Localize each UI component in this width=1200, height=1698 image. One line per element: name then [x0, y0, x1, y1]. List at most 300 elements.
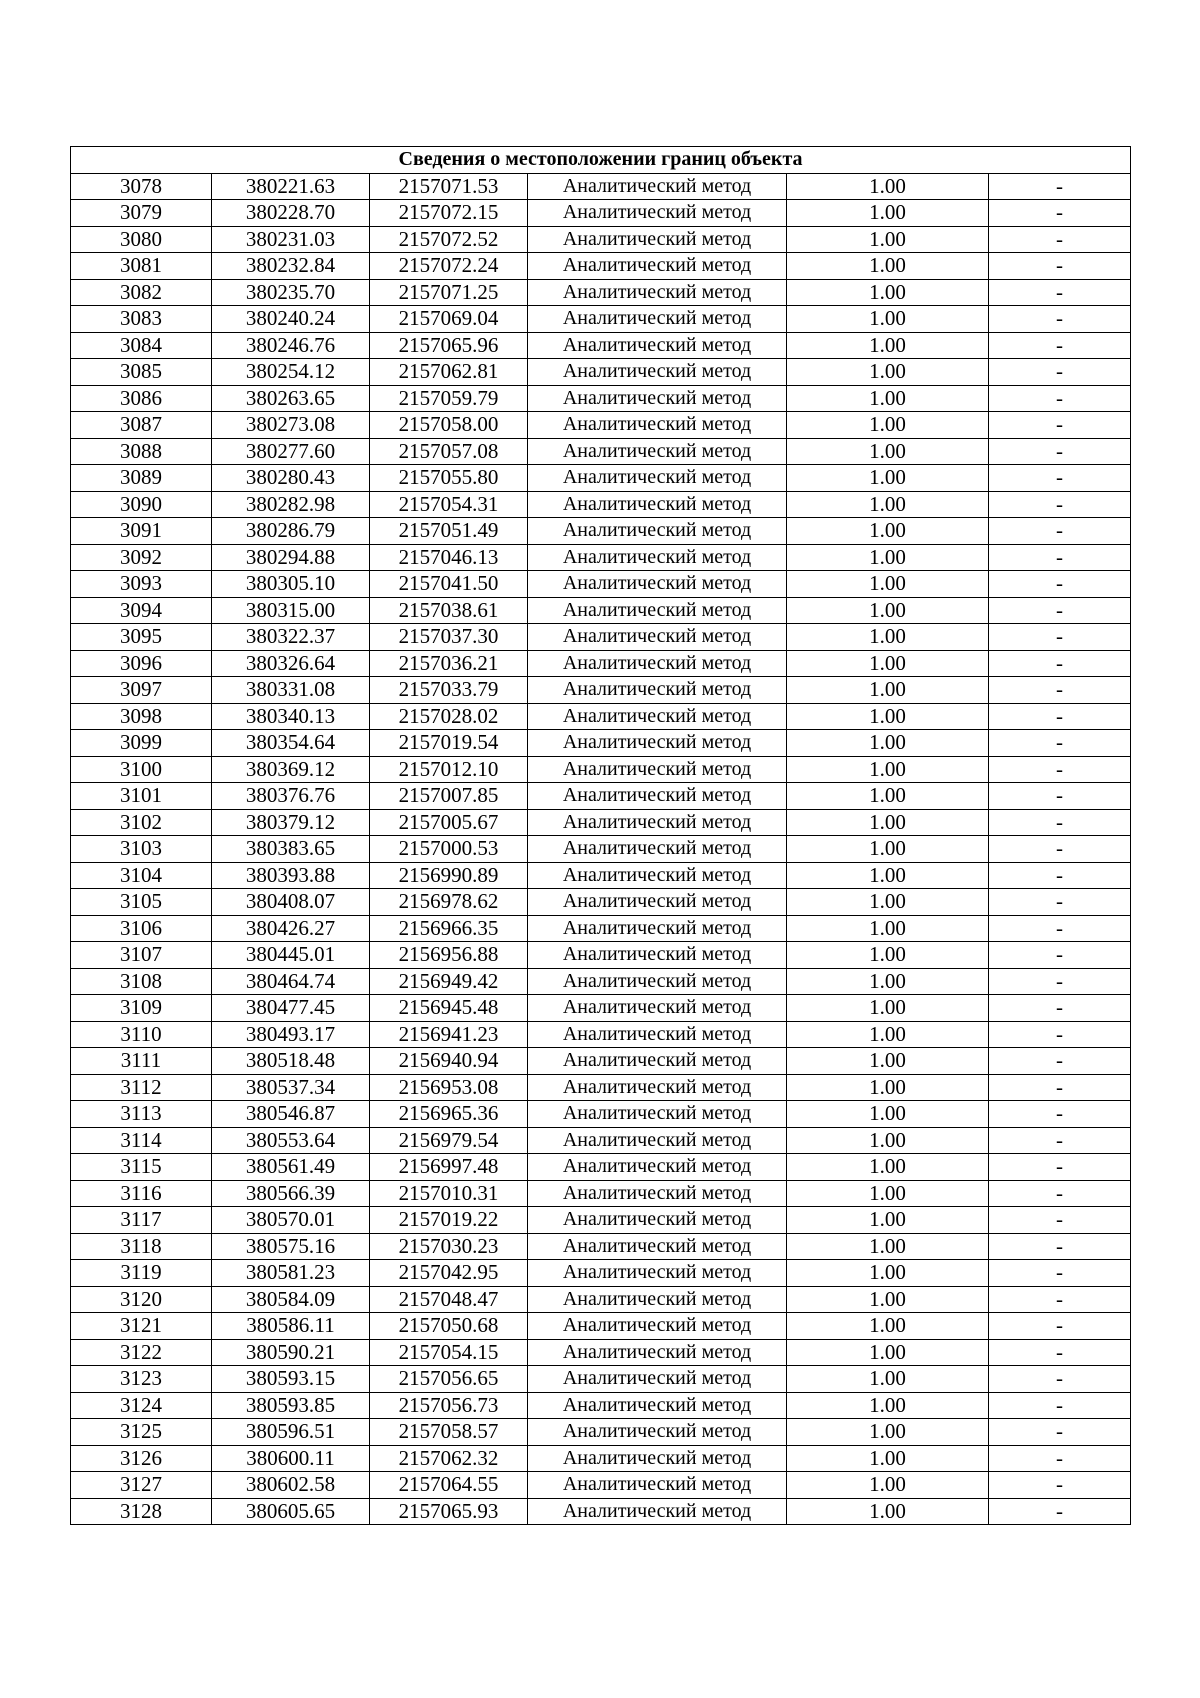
point-number-cell: 3118: [71, 1233, 212, 1260]
accuracy-cell: 1.00: [787, 1498, 989, 1525]
method-cell: Аналитический метод: [528, 226, 787, 253]
method-cell: Аналитический метод: [528, 836, 787, 863]
description-cell: -: [989, 1419, 1131, 1446]
x-coordinate-cell: 380586.11: [212, 1313, 370, 1340]
x-coordinate-cell: 380235.70: [212, 279, 370, 306]
accuracy-cell: 1.00: [787, 677, 989, 704]
y-coordinate-cell: 2157069.04: [370, 306, 528, 333]
accuracy-cell: 1.00: [787, 1101, 989, 1128]
method-cell: Аналитический метод: [528, 253, 787, 280]
accuracy-cell: 1.00: [787, 173, 989, 200]
table-row: [71, 518, 1131, 545]
accuracy-cell: 1.00: [787, 253, 989, 280]
point-number-cell: 3109: [71, 995, 212, 1022]
point-number-cell: 3117: [71, 1207, 212, 1234]
y-coordinate-cell: 2156979.54: [370, 1127, 528, 1154]
accuracy-cell: 1.00: [787, 1260, 989, 1287]
table-row: [71, 968, 1131, 995]
description-cell: -: [989, 1260, 1131, 1287]
y-coordinate-cell: 2157000.53: [370, 836, 528, 863]
y-coordinate-cell: 2157042.95: [370, 1260, 528, 1287]
table-row: [71, 703, 1131, 730]
table-row: [71, 862, 1131, 889]
point-number-cell: 3097: [71, 677, 212, 704]
description-cell: -: [989, 915, 1131, 942]
table-row: [71, 730, 1131, 757]
table-row: [71, 1233, 1131, 1260]
y-coordinate-cell: 2157059.79: [370, 385, 528, 412]
table-row: [71, 1419, 1131, 1446]
table-row: [71, 465, 1131, 492]
table-row: [71, 1127, 1131, 1154]
x-coordinate-cell: 380340.13: [212, 703, 370, 730]
y-coordinate-cell: 2157072.15: [370, 200, 528, 227]
accuracy-cell: 1.00: [787, 756, 989, 783]
table-row: [71, 756, 1131, 783]
y-coordinate-cell: 2157056.65: [370, 1366, 528, 1393]
method-cell: Аналитический метод: [528, 783, 787, 810]
x-coordinate-cell: 380393.88: [212, 862, 370, 889]
accuracy-cell: 1.00: [787, 1154, 989, 1181]
point-number-cell: 3102: [71, 809, 212, 836]
x-coordinate-cell: 380305.10: [212, 571, 370, 598]
y-coordinate-cell: 2156978.62: [370, 889, 528, 916]
point-number-cell: 3115: [71, 1154, 212, 1181]
accuracy-cell: 1.00: [787, 279, 989, 306]
x-coordinate-cell: 380294.88: [212, 544, 370, 571]
x-coordinate-cell: 380426.27: [212, 915, 370, 942]
x-coordinate-cell: 380553.64: [212, 1127, 370, 1154]
table-title-row: [71, 147, 1131, 174]
y-coordinate-cell: 2157030.23: [370, 1233, 528, 1260]
table-row: [71, 889, 1131, 916]
description-cell: -: [989, 359, 1131, 386]
y-coordinate-cell: 2157055.80: [370, 465, 528, 492]
point-number-cell: 3122: [71, 1339, 212, 1366]
accuracy-cell: 1.00: [787, 1074, 989, 1101]
table-body: [71, 173, 1131, 1525]
description-cell: -: [989, 1366, 1131, 1393]
table-row: [71, 1048, 1131, 1075]
accuracy-cell: 1.00: [787, 438, 989, 465]
description-cell: -: [989, 1313, 1131, 1340]
point-number-cell: 3104: [71, 862, 212, 889]
description-cell: -: [989, 1048, 1131, 1075]
method-cell: Аналитический метод: [528, 332, 787, 359]
point-number-cell: 3113: [71, 1101, 212, 1128]
boundary-coordinates-table: [70, 146, 1131, 1525]
description-cell: -: [989, 1445, 1131, 1472]
x-coordinate-cell: 380602.58: [212, 1472, 370, 1499]
table-row: [71, 1339, 1131, 1366]
y-coordinate-cell: 2157072.24: [370, 253, 528, 280]
accuracy-cell: 1.00: [787, 1472, 989, 1499]
accuracy-cell: 1.00: [787, 1392, 989, 1419]
description-cell: -: [989, 1180, 1131, 1207]
accuracy-cell: 1.00: [787, 624, 989, 651]
table-row: [71, 226, 1131, 253]
point-number-cell: 3105: [71, 889, 212, 916]
method-cell: Аналитический метод: [528, 1074, 787, 1101]
table-row: [71, 306, 1131, 333]
accuracy-cell: 1.00: [787, 1233, 989, 1260]
method-cell: Аналитический метод: [528, 306, 787, 333]
accuracy-cell: 1.00: [787, 226, 989, 253]
x-coordinate-cell: 380593.85: [212, 1392, 370, 1419]
description-cell: -: [989, 332, 1131, 359]
method-cell: Аналитический метод: [528, 518, 787, 545]
method-cell: Аналитический метод: [528, 1339, 787, 1366]
point-number-cell: 3125: [71, 1419, 212, 1446]
y-coordinate-cell: 2157051.49: [370, 518, 528, 545]
table-row: [71, 1021, 1131, 1048]
table-row: [71, 1498, 1131, 1525]
description-cell: -: [989, 253, 1131, 280]
accuracy-cell: 1.00: [787, 1207, 989, 1234]
method-cell: Аналитический метод: [528, 173, 787, 200]
point-number-cell: 3092: [71, 544, 212, 571]
y-coordinate-cell: 2157046.13: [370, 544, 528, 571]
method-cell: Аналитический метод: [528, 412, 787, 439]
table-row: [71, 279, 1131, 306]
accuracy-cell: 1.00: [787, 359, 989, 386]
point-number-cell: 3106: [71, 915, 212, 942]
method-cell: Аналитический метод: [528, 1366, 787, 1393]
description-cell: -: [989, 783, 1131, 810]
description-cell: -: [989, 730, 1131, 757]
point-number-cell: 3120: [71, 1286, 212, 1313]
method-cell: Аналитический метод: [528, 968, 787, 995]
point-number-cell: 3110: [71, 1021, 212, 1048]
table-row: [71, 809, 1131, 836]
description-cell: -: [989, 1233, 1131, 1260]
table-row: [71, 1101, 1131, 1128]
table-row: [71, 597, 1131, 624]
x-coordinate-cell: 380561.49: [212, 1154, 370, 1181]
x-coordinate-cell: 380286.79: [212, 518, 370, 545]
y-coordinate-cell: 2156945.48: [370, 995, 528, 1022]
point-number-cell: 3124: [71, 1392, 212, 1419]
table-row: [71, 173, 1131, 200]
method-cell: Аналитический метод: [528, 279, 787, 306]
accuracy-cell: 1.00: [787, 1339, 989, 1366]
description-cell: -: [989, 226, 1131, 253]
point-number-cell: 3096: [71, 650, 212, 677]
point-number-cell: 3099: [71, 730, 212, 757]
method-cell: Аналитический метод: [528, 1392, 787, 1419]
method-cell: Аналитический метод: [528, 571, 787, 598]
x-coordinate-cell: 380445.01: [212, 942, 370, 969]
method-cell: Аналитический метод: [528, 491, 787, 518]
method-cell: Аналитический метод: [528, 889, 787, 916]
table-row: [71, 385, 1131, 412]
method-cell: Аналитический метод: [528, 1445, 787, 1472]
point-number-cell: 3093: [71, 571, 212, 598]
point-number-cell: 3083: [71, 306, 212, 333]
y-coordinate-cell: 2156940.94: [370, 1048, 528, 1075]
x-coordinate-cell: 380575.16: [212, 1233, 370, 1260]
accuracy-cell: 1.00: [787, 862, 989, 889]
description-cell: -: [989, 1021, 1131, 1048]
x-coordinate-cell: 380326.64: [212, 650, 370, 677]
accuracy-cell: 1.00: [787, 995, 989, 1022]
x-coordinate-cell: 380600.11: [212, 1445, 370, 1472]
y-coordinate-cell: 2157058.00: [370, 412, 528, 439]
table-row: [71, 1207, 1131, 1234]
method-cell: Аналитический метод: [528, 1260, 787, 1287]
accuracy-cell: 1.00: [787, 465, 989, 492]
table-row: [71, 1286, 1131, 1313]
accuracy-cell: 1.00: [787, 544, 989, 571]
method-cell: Аналитический метод: [528, 1419, 787, 1446]
description-cell: -: [989, 306, 1131, 333]
x-coordinate-cell: 380605.65: [212, 1498, 370, 1525]
y-coordinate-cell: 2156997.48: [370, 1154, 528, 1181]
accuracy-cell: 1.00: [787, 385, 989, 412]
y-coordinate-cell: 2156941.23: [370, 1021, 528, 1048]
table-row: [71, 1180, 1131, 1207]
description-cell: -: [989, 703, 1131, 730]
description-cell: -: [989, 571, 1131, 598]
accuracy-cell: 1.00: [787, 1021, 989, 1048]
description-cell: -: [989, 465, 1131, 492]
x-coordinate-cell: 380240.24: [212, 306, 370, 333]
method-cell: Аналитический метод: [528, 1207, 787, 1234]
accuracy-cell: 1.00: [787, 889, 989, 916]
point-number-cell: 3108: [71, 968, 212, 995]
y-coordinate-cell: 2157037.30: [370, 624, 528, 651]
method-cell: Аналитический метод: [528, 915, 787, 942]
accuracy-cell: 1.00: [787, 412, 989, 439]
table-row: [71, 359, 1131, 386]
point-number-cell: 3114: [71, 1127, 212, 1154]
table-row: [71, 650, 1131, 677]
method-cell: Аналитический метод: [528, 1021, 787, 1048]
description-cell: -: [989, 412, 1131, 439]
x-coordinate-cell: 380593.15: [212, 1366, 370, 1393]
accuracy-cell: 1.00: [787, 200, 989, 227]
method-cell: Аналитический метод: [528, 677, 787, 704]
description-cell: -: [989, 1392, 1131, 1419]
y-coordinate-cell: 2157071.25: [370, 279, 528, 306]
y-coordinate-cell: 2157036.21: [370, 650, 528, 677]
description-cell: -: [989, 1339, 1131, 1366]
accuracy-cell: 1.00: [787, 518, 989, 545]
y-coordinate-cell: 2157028.02: [370, 703, 528, 730]
x-coordinate-cell: 380232.84: [212, 253, 370, 280]
method-cell: Аналитический метод: [528, 756, 787, 783]
x-coordinate-cell: 380273.08: [212, 412, 370, 439]
method-cell: Аналитический метод: [528, 1498, 787, 1525]
x-coordinate-cell: 380228.70: [212, 200, 370, 227]
x-coordinate-cell: 380263.65: [212, 385, 370, 412]
method-cell: Аналитический метод: [528, 1154, 787, 1181]
accuracy-cell: 1.00: [787, 809, 989, 836]
table-row: [71, 942, 1131, 969]
y-coordinate-cell: 2157012.10: [370, 756, 528, 783]
description-cell: -: [989, 597, 1131, 624]
description-cell: -: [989, 1154, 1131, 1181]
description-cell: -: [989, 1101, 1131, 1128]
accuracy-cell: 1.00: [787, 1048, 989, 1075]
point-number-cell: 3082: [71, 279, 212, 306]
table-row: [71, 677, 1131, 704]
point-number-cell: 3126: [71, 1445, 212, 1472]
point-number-cell: 3085: [71, 359, 212, 386]
point-number-cell: 3112: [71, 1074, 212, 1101]
table-row: [71, 438, 1131, 465]
x-coordinate-cell: 380354.64: [212, 730, 370, 757]
method-cell: Аналитический метод: [528, 200, 787, 227]
method-cell: Аналитический метод: [528, 1233, 787, 1260]
y-coordinate-cell: 2157071.53: [370, 173, 528, 200]
accuracy-cell: 1.00: [787, 1445, 989, 1472]
accuracy-cell: 1.00: [787, 306, 989, 333]
point-number-cell: 3128: [71, 1498, 212, 1525]
point-number-cell: 3088: [71, 438, 212, 465]
description-cell: -: [989, 438, 1131, 465]
point-number-cell: 3079: [71, 200, 212, 227]
y-coordinate-cell: 2157005.67: [370, 809, 528, 836]
x-coordinate-cell: 380566.39: [212, 1180, 370, 1207]
description-cell: -: [989, 650, 1131, 677]
method-cell: Аналитический метод: [528, 703, 787, 730]
accuracy-cell: 1.00: [787, 1313, 989, 1340]
x-coordinate-cell: 380315.00: [212, 597, 370, 624]
description-cell: -: [989, 942, 1131, 969]
y-coordinate-cell: 2157057.08: [370, 438, 528, 465]
table-row: [71, 1074, 1131, 1101]
accuracy-cell: 1.00: [787, 1366, 989, 1393]
description-cell: -: [989, 809, 1131, 836]
point-number-cell: 3081: [71, 253, 212, 280]
description-cell: -: [989, 173, 1131, 200]
y-coordinate-cell: 2157054.31: [370, 491, 528, 518]
y-coordinate-cell: 2157056.73: [370, 1392, 528, 1419]
table-title: Сведения о местоположении границ объекта: [71, 147, 1131, 174]
table-row: [71, 1154, 1131, 1181]
description-cell: -: [989, 518, 1131, 545]
x-coordinate-cell: 380376.76: [212, 783, 370, 810]
method-cell: Аналитический метод: [528, 1127, 787, 1154]
x-coordinate-cell: 380518.48: [212, 1048, 370, 1075]
table-row: [71, 995, 1131, 1022]
point-number-cell: 3086: [71, 385, 212, 412]
point-number-cell: 3121: [71, 1313, 212, 1340]
method-cell: Аналитический метод: [528, 465, 787, 492]
accuracy-cell: 1.00: [787, 332, 989, 359]
point-number-cell: 3116: [71, 1180, 212, 1207]
accuracy-cell: 1.00: [787, 597, 989, 624]
method-cell: Аналитический метод: [528, 1286, 787, 1313]
y-coordinate-cell: 2156965.36: [370, 1101, 528, 1128]
method-cell: Аналитический метод: [528, 544, 787, 571]
point-number-cell: 3123: [71, 1366, 212, 1393]
description-cell: -: [989, 756, 1131, 783]
y-coordinate-cell: 2157062.32: [370, 1445, 528, 1472]
x-coordinate-cell: 380322.37: [212, 624, 370, 651]
y-coordinate-cell: 2157010.31: [370, 1180, 528, 1207]
description-cell: -: [989, 889, 1131, 916]
x-coordinate-cell: 380477.45: [212, 995, 370, 1022]
description-cell: -: [989, 836, 1131, 863]
method-cell: Аналитический метод: [528, 1313, 787, 1340]
accuracy-cell: 1.00: [787, 703, 989, 730]
description-cell: -: [989, 1498, 1131, 1525]
x-coordinate-cell: 380464.74: [212, 968, 370, 995]
method-cell: Аналитический метод: [528, 650, 787, 677]
description-cell: -: [989, 995, 1131, 1022]
x-coordinate-cell: 380277.60: [212, 438, 370, 465]
x-coordinate-cell: 380231.03: [212, 226, 370, 253]
point-number-cell: 3087: [71, 412, 212, 439]
y-coordinate-cell: 2157064.55: [370, 1472, 528, 1499]
y-coordinate-cell: 2157041.50: [370, 571, 528, 598]
accuracy-cell: 1.00: [787, 1180, 989, 1207]
point-number-cell: 3098: [71, 703, 212, 730]
description-cell: -: [989, 279, 1131, 306]
description-cell: -: [989, 1207, 1131, 1234]
x-coordinate-cell: 380282.98: [212, 491, 370, 518]
point-number-cell: 3094: [71, 597, 212, 624]
table-row: [71, 1392, 1131, 1419]
accuracy-cell: 1.00: [787, 730, 989, 757]
accuracy-cell: 1.00: [787, 783, 989, 810]
accuracy-cell: 1.00: [787, 1286, 989, 1313]
y-coordinate-cell: 2156953.08: [370, 1074, 528, 1101]
accuracy-cell: 1.00: [787, 968, 989, 995]
description-cell: -: [989, 862, 1131, 889]
method-cell: Аналитический метод: [528, 862, 787, 889]
accuracy-cell: 1.00: [787, 491, 989, 518]
table-row: [71, 1472, 1131, 1499]
y-coordinate-cell: 2156966.35: [370, 915, 528, 942]
method-cell: Аналитический метод: [528, 730, 787, 757]
y-coordinate-cell: 2157058.57: [370, 1419, 528, 1446]
accuracy-cell: 1.00: [787, 571, 989, 598]
x-coordinate-cell: 380570.01: [212, 1207, 370, 1234]
table-row: [71, 1445, 1131, 1472]
x-coordinate-cell: 380379.12: [212, 809, 370, 836]
table-row: [71, 571, 1131, 598]
point-number-cell: 3078: [71, 173, 212, 200]
y-coordinate-cell: 2156990.89: [370, 862, 528, 889]
y-coordinate-cell: 2157062.81: [370, 359, 528, 386]
point-number-cell: 3101: [71, 783, 212, 810]
accuracy-cell: 1.00: [787, 836, 989, 863]
table-row: [71, 783, 1131, 810]
y-coordinate-cell: 2157019.54: [370, 730, 528, 757]
point-number-cell: 3080: [71, 226, 212, 253]
x-coordinate-cell: 380590.21: [212, 1339, 370, 1366]
y-coordinate-cell: 2157048.47: [370, 1286, 528, 1313]
point-number-cell: 3100: [71, 756, 212, 783]
table-row: [71, 491, 1131, 518]
method-cell: Аналитический метод: [528, 359, 787, 386]
description-cell: -: [989, 1286, 1131, 1313]
y-coordinate-cell: 2157038.61: [370, 597, 528, 624]
x-coordinate-cell: 380280.43: [212, 465, 370, 492]
point-number-cell: 3090: [71, 491, 212, 518]
y-coordinate-cell: 2156956.88: [370, 942, 528, 969]
point-number-cell: 3095: [71, 624, 212, 651]
method-cell: Аналитический метод: [528, 597, 787, 624]
description-cell: -: [989, 491, 1131, 518]
point-number-cell: 3111: [71, 1048, 212, 1075]
x-coordinate-cell: 380221.63: [212, 173, 370, 200]
point-number-cell: 3089: [71, 465, 212, 492]
x-coordinate-cell: 380493.17: [212, 1021, 370, 1048]
